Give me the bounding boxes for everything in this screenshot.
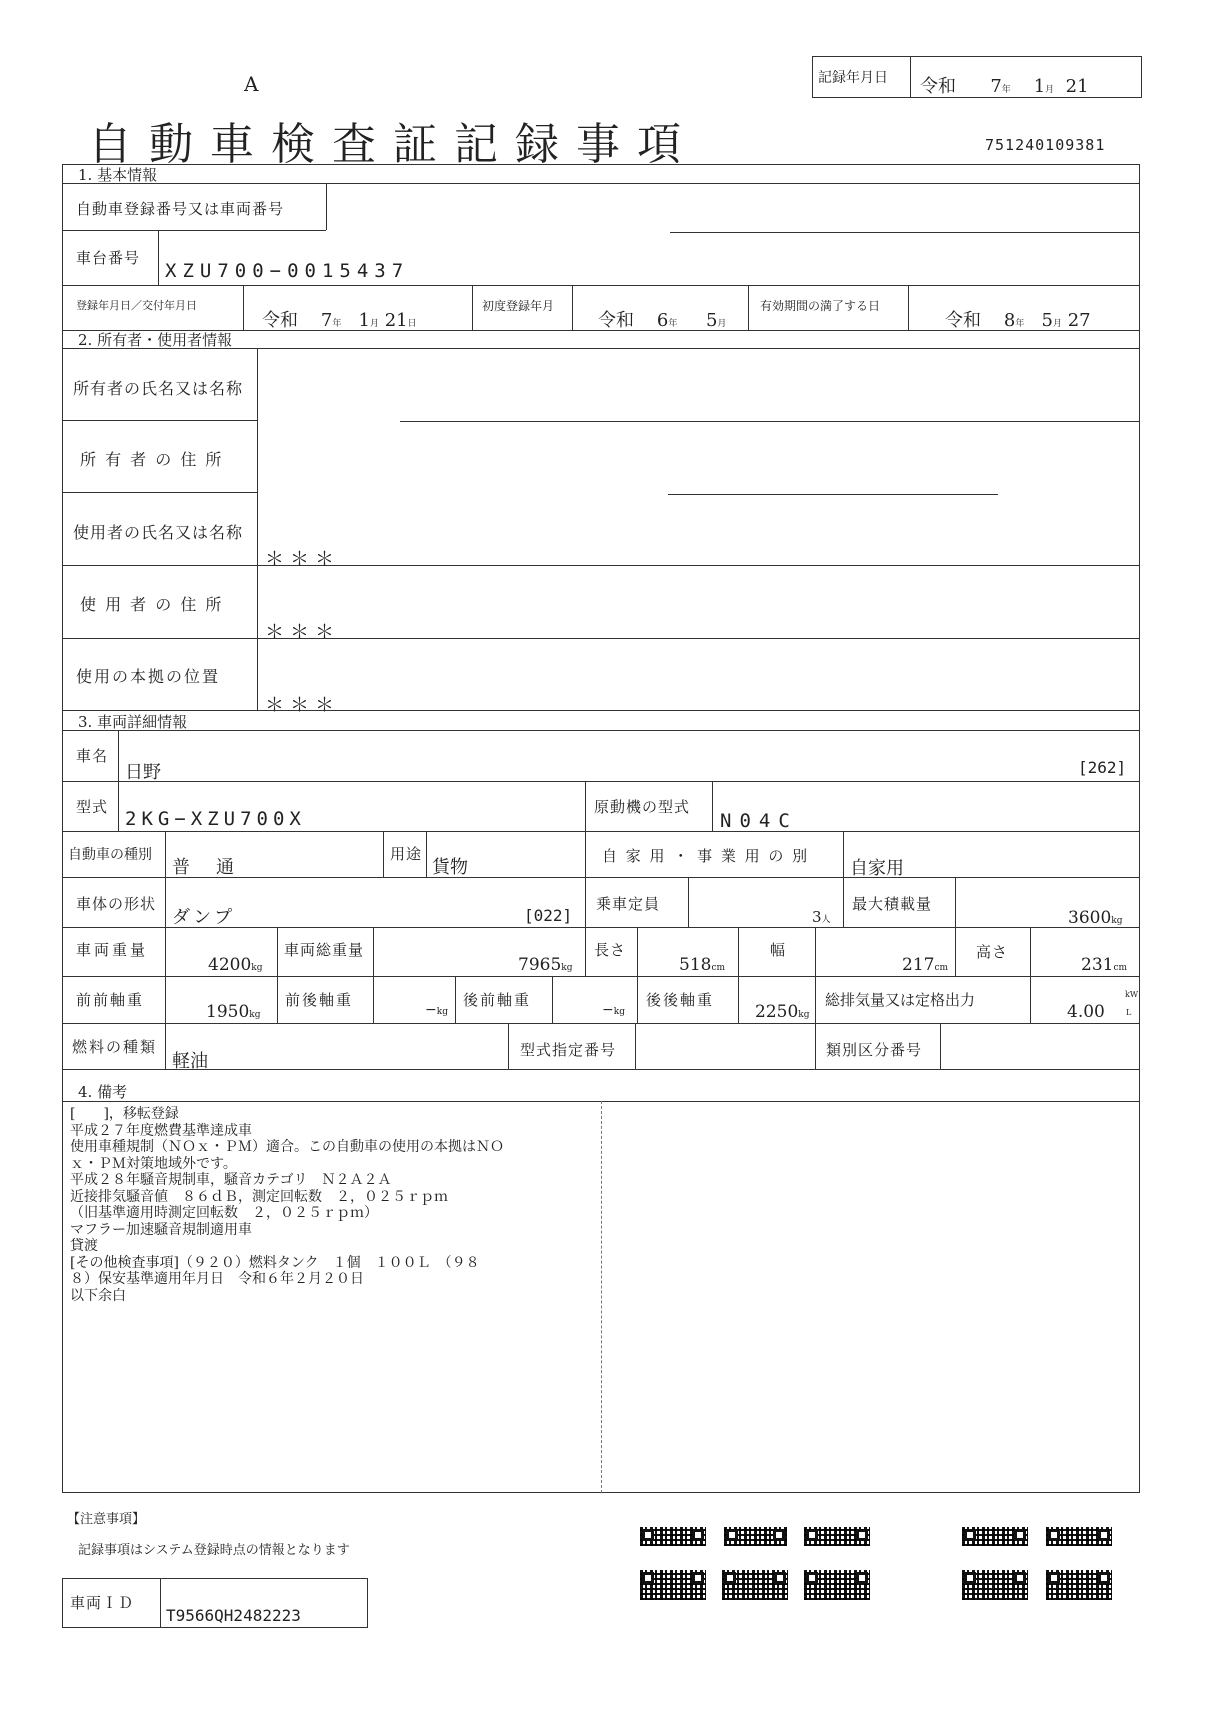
use-value: 貨物 [432, 857, 468, 878]
rear-front-axle-value: −kg [602, 1002, 625, 1018]
first-reg-value: 令和 6年 5月 [598, 310, 727, 331]
max-load-value: 3600kg [1068, 908, 1123, 928]
width-value: 217cm [902, 955, 949, 975]
remarks-line: 貸渡 [70, 1238, 98, 1254]
front-rear-axle-label: 前後軸重 [285, 991, 354, 1009]
remarks-line: ８）保安基準適用年月日 令和６年２月２０日 [70, 1271, 364, 1287]
first-reg-label: 初度登録年月 [482, 299, 555, 313]
user-address-label: 使 用 者 の 住 所 [80, 595, 224, 614]
qr-code [640, 1527, 706, 1546]
capacity-value: 3人 [812, 908, 831, 926]
vehicle-weight-value: 4200kg [208, 955, 263, 975]
qr-code [724, 1527, 787, 1546]
document-number: 751240109381 [985, 136, 1106, 154]
vehicle-id-label: 車両ＩＤ [70, 1594, 135, 1612]
qr-code [804, 1527, 870, 1546]
user-address-value: ＊＊＊ [265, 621, 341, 643]
length-label: 長さ [594, 941, 627, 959]
qr-code [962, 1570, 1028, 1600]
remarks-line: マフラー加速騒音規制適用車 [70, 1221, 252, 1238]
reg-date-value: 令和 7年 1月 21日 [262, 310, 417, 331]
vehicle-kind-label: 自動車の種別 [68, 847, 152, 863]
private-business-value: 自家用 [850, 858, 904, 879]
remarks-line: 近接排気騒音値 ８６ｄＢ，測定回転数 ２，０２５ｒｐｍ [70, 1188, 448, 1205]
section-vehicle-header: 3. 車両詳細情報 [78, 713, 188, 731]
vehicle-weight-label: 車両重量 [76, 941, 149, 959]
remarks-line: 平成２７年度燃費基準達成車 [70, 1122, 252, 1139]
reg-number-label: 自動車登録番号又は車両番号 [76, 200, 285, 218]
rear-rear-axle-value: 2250kg [755, 1002, 810, 1022]
displacement-value: 4.00 [1067, 1002, 1105, 1022]
owner-address-label: 所 有 者 の 住 所 [80, 450, 224, 469]
vehicle-name-code: [262] [1078, 758, 1127, 777]
corner-mark: A [244, 72, 259, 96]
rear-front-axle-label: 後前軸重 [463, 991, 532, 1009]
base-location-label: 使用の本拠の位置 [76, 667, 221, 686]
qr-code [1046, 1570, 1112, 1600]
length-value: 518cm [679, 955, 726, 975]
remarks-text [70, 1106, 504, 1304]
displacement-unit-kw: kW [1125, 990, 1139, 999]
body-shape-value: ダンプ [172, 907, 236, 928]
remarks-line: [ ]，移転登録 [70, 1106, 179, 1122]
gross-weight-value: 7965kg [518, 955, 573, 975]
notes-text: 記録事項はシステム登録時点の情報となります [78, 1543, 350, 1558]
front-rear-axle-value: −kg [425, 1002, 448, 1018]
remarks-line: （旧基準適用時測定回転数 ２，０２５ｒｐｍ） [70, 1205, 378, 1221]
qr-code [1046, 1527, 1112, 1546]
body-shape-label: 車体の形状 [76, 895, 157, 913]
gross-weight-label: 車両総重量 [284, 941, 365, 959]
user-name-label: 使用者の氏名又は名称 [73, 523, 244, 542]
height-label: 高さ [976, 943, 1009, 961]
private-business-label: 自 家 用 ・ 事 業 用 の 別 [602, 847, 810, 865]
chassis-value: XZU700−0015437 [165, 260, 410, 282]
remarks-line: 以下余白 [70, 1287, 126, 1304]
section-owner-header: 2. 所有者・使用者情報 [78, 331, 233, 349]
vehicle-name-value: 日野 [125, 762, 161, 783]
height-value: 231cm [1081, 955, 1128, 975]
vehicle-name-label: 車名 [76, 747, 109, 765]
section-remarks-header: 4. 備考 [78, 1083, 128, 1101]
displacement-unit-l: L [1126, 1008, 1132, 1017]
body-shape-code: [022] [524, 906, 573, 925]
reg-date-label: 登録年月日／交付年月日 [76, 299, 197, 312]
qr-code [640, 1570, 706, 1600]
model-label: 型式 [76, 798, 109, 816]
front-front-axle-label: 前前軸重 [76, 991, 145, 1009]
record-date-value: 令和 7年 1月 21 [920, 76, 1089, 97]
use-label: 用途 [390, 845, 423, 863]
record-date-label: 記録年月日 [818, 70, 888, 86]
vehicle-id-value: T9566QH2482223 [166, 1606, 301, 1625]
qr-code [962, 1527, 1028, 1546]
model-value: 2KG−XZU700X [125, 808, 306, 830]
fuel-value: 軽油 [172, 1051, 208, 1072]
engine-value: N04C [720, 810, 798, 832]
type-number-label: 型式指定番号 [520, 1041, 617, 1059]
vehicle-kind-value: 普 通 [172, 857, 238, 878]
user-name-value: ＊＊＊ [265, 548, 341, 570]
qr-code [804, 1570, 870, 1600]
remarks-line: 使用車種規制（ＮＯｘ・ＰＭ）適合。この自動車の使用の本拠はＮＯ [70, 1139, 504, 1155]
remarks-line: 平成２８年騒音規制車，騒音カテゴリ Ｎ２Ａ２Ａ [70, 1172, 392, 1188]
owner-name-label: 所有者の氏名又は名称 [73, 379, 244, 398]
fuel-label: 燃料の種類 [72, 1038, 158, 1056]
notes-header: 【注意事項】 [67, 1512, 146, 1527]
max-load-label: 最大積載量 [852, 895, 933, 913]
capacity-label: 乗車定員 [596, 895, 661, 913]
class-number-label: 類別区分番号 [826, 1041, 923, 1059]
expiry-label: 有効期間の満了する日 [760, 299, 881, 313]
expiry-value: 令和 8年 5月 27 [945, 310, 1091, 331]
width-label: 幅 [770, 941, 787, 959]
displacement-label: 総排気量又は定格出力 [825, 991, 976, 1009]
chassis-label: 車台番号 [76, 249, 141, 267]
remarks-line: [その他検査事項]（９２０）燃料タンク １個 １００Ｌ （９８ [70, 1254, 480, 1271]
front-front-axle-value: 1950kg [206, 1002, 261, 1022]
page-title: 自動車検査証記録事項 [88, 119, 698, 170]
rear-rear-axle-label: 後後軸重 [646, 991, 715, 1009]
remarks-divider [601, 1101, 602, 1493]
base-location-value: ＊＊＊ [265, 694, 341, 716]
remarks-line: ｘ・ＰＭ対策地域外です。 [70, 1155, 237, 1172]
qr-code [722, 1570, 788, 1600]
engine-label: 原動機の型式 [594, 798, 691, 816]
section-basic-header: 1. 基本情報 [78, 166, 158, 184]
